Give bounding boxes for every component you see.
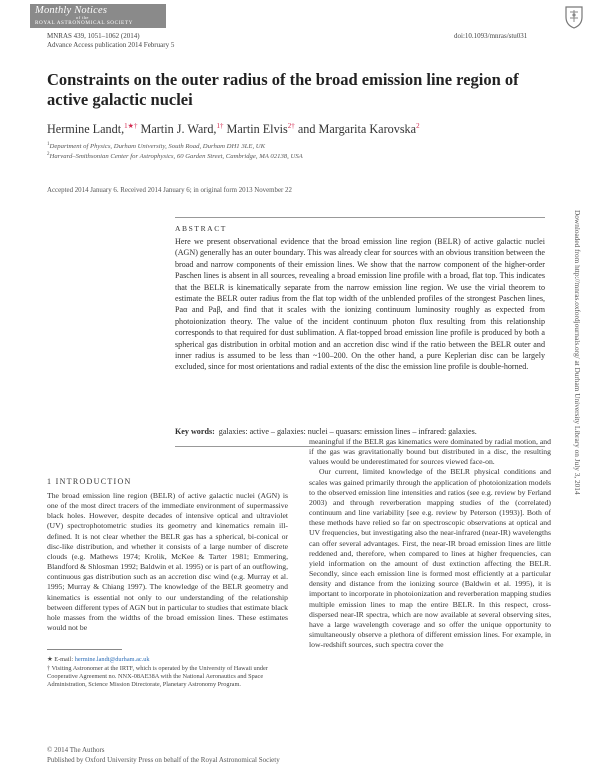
society-crest-icon — [562, 4, 586, 30]
doi-link[interactable]: doi:10.1093/mnras/stu031 — [454, 32, 528, 40]
author-marks[interactable]: 2 — [416, 122, 420, 130]
footnote-email — [47, 656, 292, 664]
publisher-line: Published by Oxford University Press on behalf of the Royal Astronomical Society — [47, 756, 280, 764]
footnote-rule — [47, 649, 122, 650]
author-name: and Margarita Karovska — [297, 122, 417, 137]
author-marks[interactable]: 1★† — [124, 122, 138, 130]
download-link-text[interactable]: Downloaded from http://mnras.oxfordjournals.org/ at Durham University Library on July 3, 2014 — [573, 210, 582, 495]
logo-line3: ROYAL ASTRONOMICAL SOCIETY — [35, 20, 133, 26]
abstract-top-rule — [175, 217, 545, 218]
affiliation-2 — [47, 152, 303, 160]
affiliation-1 — [47, 142, 265, 150]
affiliation-text: Department of Physics, Durham University, South Road, Durham DH1 3LE, UK — [49, 143, 266, 151]
intro-paragraph: Our current, limited knowledge of the BELR physical conditions and scales was gained primarily through the application of photoionization models to the observed emission line intensities and ratios (see e.g. review by Ferland 2003) and through reverberation mapping studies of the (correlated) continuum and line variability [see e.g. review by Peterson (1993)]. Both of these methods have relied so far on spectroscopic observations at optical and UV frequencies, but investigating also the near-infrared (near-IR) wavelengths can offer several advantages. First, the near-IR broad emission lines are little reddened and, therefore, when compared to lines at higher frequencies, can yield information on the amount of dust extinction affecting the BELR. Secondly, since each emission line is formed most efficiently at a particular density and distance from the ionizing source (Baldwin et al. 1995), it is important to incorporate in photoionization and reverberation mapping studies multiple emission lines to map the entire BELR. In this respect, cross-dispersed near-IR spectra, which are now available at several observing sites, have a large wavelength coverage and so offer the unique opportunity to simultaneously observe a plethora of different emission lines. For example, in low-redshift sources, such spectra cover the — [309, 467, 551, 650]
citation: MNRAS 439, 1051–1062 (2014) — [47, 32, 140, 40]
email-link[interactable]: hermine.landt@durham.ac.uk — [74, 656, 150, 663]
copyright: © 2014 The Authors — [47, 746, 105, 754]
affiliation-number: 1 — [47, 142, 50, 147]
intro-paragraph: The broad emission line region (BELR) of active galactic nuclei (AGN) is one of the most direct tracers of the immediate environment of supermassive black holes. However, despite decades of intensive optical and ultraviolet (UV) spectrophotometric studies its geometry and kinematics remain ill-defined. It is not clear whether the BELR gas has a spherical, bi-conical or disc-like distribution, and whether it consists of a large number of discrete clouds (e.g. Mathews 1974; Krolik, McKee & Tarter 1981; Emmering, Blandford & Shlosman 1992; Baldwin et al. 1995) or is part of an outflowing, continuous gas distribution such as an accretion disc wind (e.g. Murray et al. 1995; Murray & Chiang 1997). The knowledge of the BELR geometry and kinematics is essential not only to our understanding of the relationship between different types of AGN but in particular to studies that estimate black hole masses from the widths of the broad emission lines. These estimates would not be — [47, 491, 288, 633]
email-label: ★ E-mail: — [47, 656, 75, 663]
keywords-text: galaxies: active – galaxies: nuclei – quasars: emission lines – infrared: galaxies. — [218, 427, 477, 436]
logo-line2: of the — [76, 15, 89, 20]
journal-logo — [30, 4, 166, 28]
affiliation-text: Harvard–Smithsonian Center for Astrophysics, 60 Garden Street, Cambridge, MA 02138, USA — [49, 153, 303, 161]
footnote-visiting: † Visiting Astronomer at the IRTF, which is operated by the University of Hawaii under Cooperative Agreement no. NNX-08AE38A with the National Aeronautics and Space Administration, Science Mission Directorate, Planetary Astronomy Program. — [47, 665, 268, 689]
keywords — [175, 427, 550, 436]
accepted-dates: Accepted 2014 January 6. Received 2014 January 6; in original form 2013 November 22 — [47, 187, 292, 194]
logo-line1: Monthly Notices — [35, 5, 108, 16]
author-name: Martin J. Ward, — [140, 122, 217, 137]
affiliation-number: 2 — [47, 152, 50, 157]
author-marks[interactable]: 2† — [287, 122, 295, 130]
paper-title: Constraints on the outer radius of the broad emission line region of active galactic nuclei — [47, 70, 519, 109]
abstract-heading: ABSTRACT — [175, 224, 227, 233]
author-list — [47, 122, 567, 137]
author-name: Martin Elvis — [226, 122, 288, 137]
abstract-text: Here we present observational evidence that the broad emission line region (BELR) of active galactic nuclei (AGN) generally has an outer boundary. This was already clear for sources with an obvious transition between the broad and narrow components of their emission lines. We show that the narrow component of the higher-order Paschen lines is absent in all sources, revealing a broad emission line profile with a broad, flat top. This indicates that the BELR is kinematically separate from the narrow emission line region. We use the virial theorem to estimate the BELR outer radius from the flat top width of the unblended profiles of the strongest Paschen lines, Paα and Paβ, and find that it scales with the ionizing continuum luminosity roughly as expected from photoionization theory. The value of the incident continuum photon flux resulting from this relationship corresponds to that required for dust sublimation. A flat-topped broad emission line profile is produced by both a spherical gas distribution in orbital motion and an accretion disc wind if the ratio between the BELR outer and inner radius is assumed to be less than ~100–200. On the other hand, a pure Keplerian disc can be largely excluded, since for most orientations and radial extents of the disc the emission line profile is double-horned. — [175, 237, 545, 372]
download-watermark — [571, 210, 585, 755]
advance-access: Advance Access publication 2014 February 5 — [47, 41, 175, 49]
intro-paragraph: meaningful if the BELR gas kinematics were dominated by radial motion, and if the gas was gravitationally bound but distributed in a disc, the resulting values would be underestimated for sources viewed face-on. — [309, 437, 551, 467]
author-name: Hermine Landt, — [47, 122, 125, 137]
left-column — [47, 491, 288, 633]
author-marks[interactable]: 1† — [216, 122, 224, 130]
right-column — [309, 437, 551, 650]
section-heading: 1 INTRODUCTION — [47, 477, 132, 486]
keywords-label: Key words: — [175, 427, 215, 436]
